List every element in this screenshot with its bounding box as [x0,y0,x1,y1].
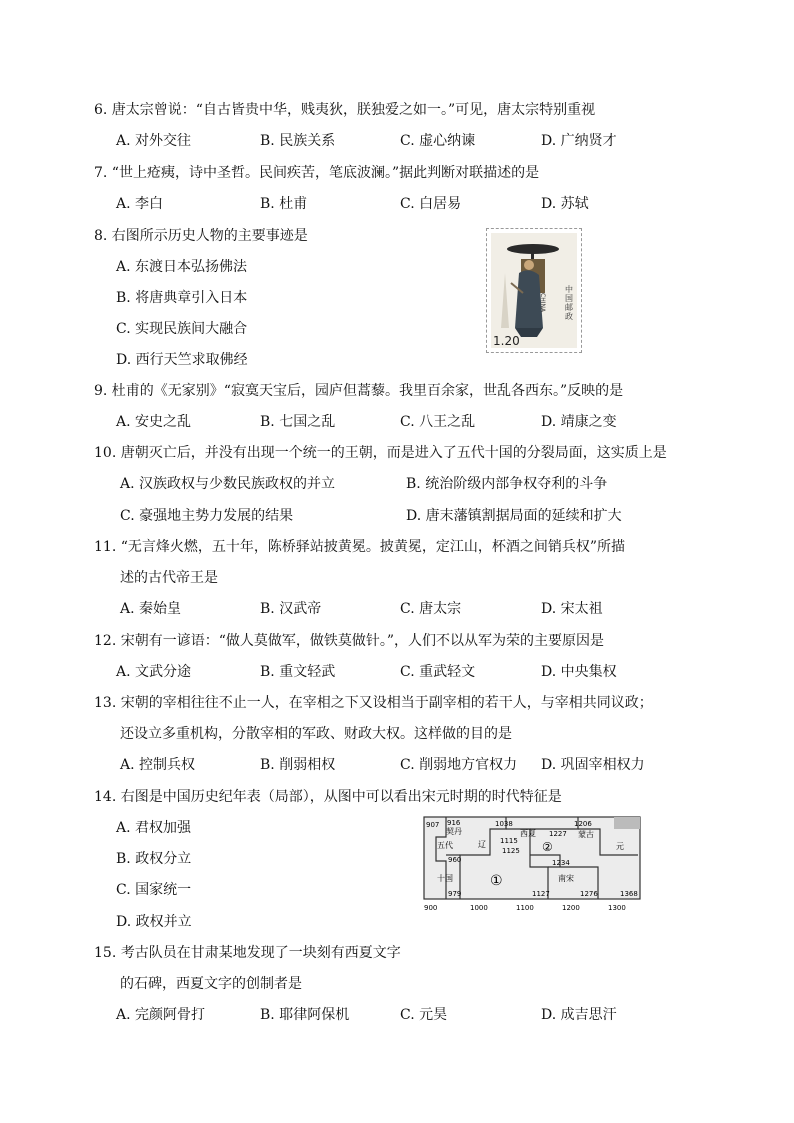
q13-option-b: B. 削弱相权 [260,757,336,773]
q10-option-b: B. 统治阶级内部争权夺利的斗争 [406,476,608,492]
q14-option-b: B. 政权分立 [116,851,192,867]
q9-option-c: C. 八王之乱 [400,414,476,430]
stamp-country-en: CHINA [538,293,546,313]
q12-option-d: D. 中央集权 [541,664,617,680]
q7-option-d: D. 苏轼 [541,196,589,212]
q7-option-a: A. 李白 [116,196,164,212]
question-15-stem: 15. 考古队员在甘肃某地发现了一块刻有西夏文字 [94,945,401,961]
label-qidan: 契丹 [446,827,462,836]
question-13-stem: 13. 宋朝的宰相往往不止一人，在宰相之下又设相当于副宰相的若干人，与宰相共同议政； [94,695,653,711]
question-9-stem: 9. 杜甫的《无家别》“寂寞天宝后，园庐但蒿藜。我里百余家，世乱各西东。”反映的是 [94,383,624,399]
q15-option-d: D. 成吉思汗 [541,1007,617,1023]
q10-option-a: A. 汉族政权与少数民族政权的并立 [120,476,336,492]
label-yuan: 元 [616,842,624,851]
label-wudai: 五代 [437,841,453,850]
label-circle-2: ② [542,840,553,854]
year-1368: 1368 [620,890,638,898]
axis-tick-900: 900 [424,904,438,912]
label-circle-1: ① [490,873,503,889]
label-liao: 辽 [478,840,486,849]
year-1115: 1115 [500,837,518,845]
axis-tick-1200: 1200 [562,904,580,912]
label-nansong: 南宋 [558,874,574,883]
axis-tick-1100: 1100 [516,904,534,912]
question-10-stem: 10. 唐朝灭亡后，并没有出现一个统一的王朝，而是进入了五代十国的分裂局面，这实质上是 [94,445,667,461]
q13-option-c: C. 削弱地方官权力 [400,757,518,773]
q15-option-a: A. 完颜阿骨打 [116,1007,206,1023]
q12-option-a: A. 文武分途 [116,664,192,680]
q9-option-b: B. 七国之乱 [260,414,336,430]
q14-option-a: A. 君权加强 [116,820,192,836]
q12-option-b: B. 重文轻武 [260,664,336,680]
label-shiguo: 十国 [437,874,453,883]
year-1125: 1125 [502,847,520,855]
year-960: 960 [448,856,462,864]
stamp-value: 1.20 [493,334,520,348]
label-menggu: 蒙古 [578,830,594,839]
monk-stamp-image [486,228,582,353]
year-1038: 1038 [495,820,513,828]
question-11-stem: 11. “无言烽火燃，五十年，陈桥驿站披黄冕。披黄冕，定江山，杯酒之间销兵权”所描 [94,539,626,555]
year-1276: 1276 [580,890,598,898]
q15-option-b: B. 耶律阿保机 [260,1007,350,1023]
question-7-stem: 7. “世上疮痍，诗中圣哲。民间疾苦，笔底波澜。”据此判断对联描述的是 [94,165,540,181]
q8-option-b: B. 将唐典章引入日本 [116,290,248,306]
question-14-stem: 14. 右图是中国历史纪年表（局部），从图中可以看出宋元时期的时代特征是 [94,789,562,805]
q9-option-a: A. 安史之乱 [116,414,192,430]
q6-option-d: D. 广纳贤才 [541,133,617,149]
q11-option-b: B. 汉武帝 [260,601,322,617]
q6-option-a: A. 对外交往 [116,133,192,149]
q10-option-c: C. 豪强地主势力发展的结果 [120,508,294,524]
question-6-stem: 6. 唐太宗曾说：“自古皆贵中华，贱夷狄，朕独爱之如一。”可见，唐太宗特别重视 [94,102,596,118]
q8-option-c: C. 实现民族间大融合 [116,321,248,337]
q11-option-a: A. 秦始皇 [120,601,182,617]
q15-option-c: C. 元昊 [400,1007,448,1023]
stamp-country: 中国邮政 [565,285,573,321]
q13-option-d: D. 巩固宰相权力 [541,757,645,773]
q11-option-d: D. 宋太祖 [541,601,603,617]
year-907: 907 [426,821,440,829]
year-979: 979 [448,890,462,898]
q14-option-c: C. 国家统一 [116,882,192,898]
chronology-table [420,815,644,913]
axis-tick-1300: 1300 [608,904,626,912]
year-916: 916 [447,819,461,827]
q10-option-d: D. 唐末藩镇割据局面的延续和扩大 [406,508,622,524]
question-15-stem-cont: 的石碑，西夏文字的创制者是 [120,976,302,992]
q8-option-d: D. 西行天竺求取佛经 [116,352,248,368]
year-1206: 1206 [574,820,592,828]
q13-option-a: A. 控制兵权 [120,757,196,773]
q9-option-d: D. 靖康之变 [541,414,617,430]
q8-option-a: A. 东渡日本弘扬佛法 [116,259,248,275]
question-8-stem: 8. 右图所示历史人物的主要事迹是 [94,228,308,244]
question-12-stem: 12. 宋朝有一谚语：“做人莫做军，做铁莫做针。”，人们不以从军为荣的主要原因是 [94,633,605,649]
question-13-stem-cont: 还设立多重机构，分散宰相的军政、财政大权。这样做的目的是 [120,726,512,742]
q7-option-c: C. 白居易 [400,196,462,212]
q11-option-c: C. 唐太宗 [400,601,462,617]
q7-option-b: B. 杜甫 [260,196,308,212]
q14-option-d: D. 政权并立 [116,914,192,930]
q12-option-c: C. 重武轻文 [400,664,476,680]
year-1127: 1127 [532,890,550,898]
question-11-stem-cont: 述的古代帝王是 [120,570,218,586]
year-1227: 1227 [549,830,567,838]
label-xixia: 西夏 [520,829,536,838]
year-1234: 1234 [552,859,570,867]
q6-option-c: C. 虚心纳谏 [400,133,476,149]
q6-option-b: B. 民族关系 [260,133,336,149]
axis-tick-1000: 1000 [470,904,488,912]
